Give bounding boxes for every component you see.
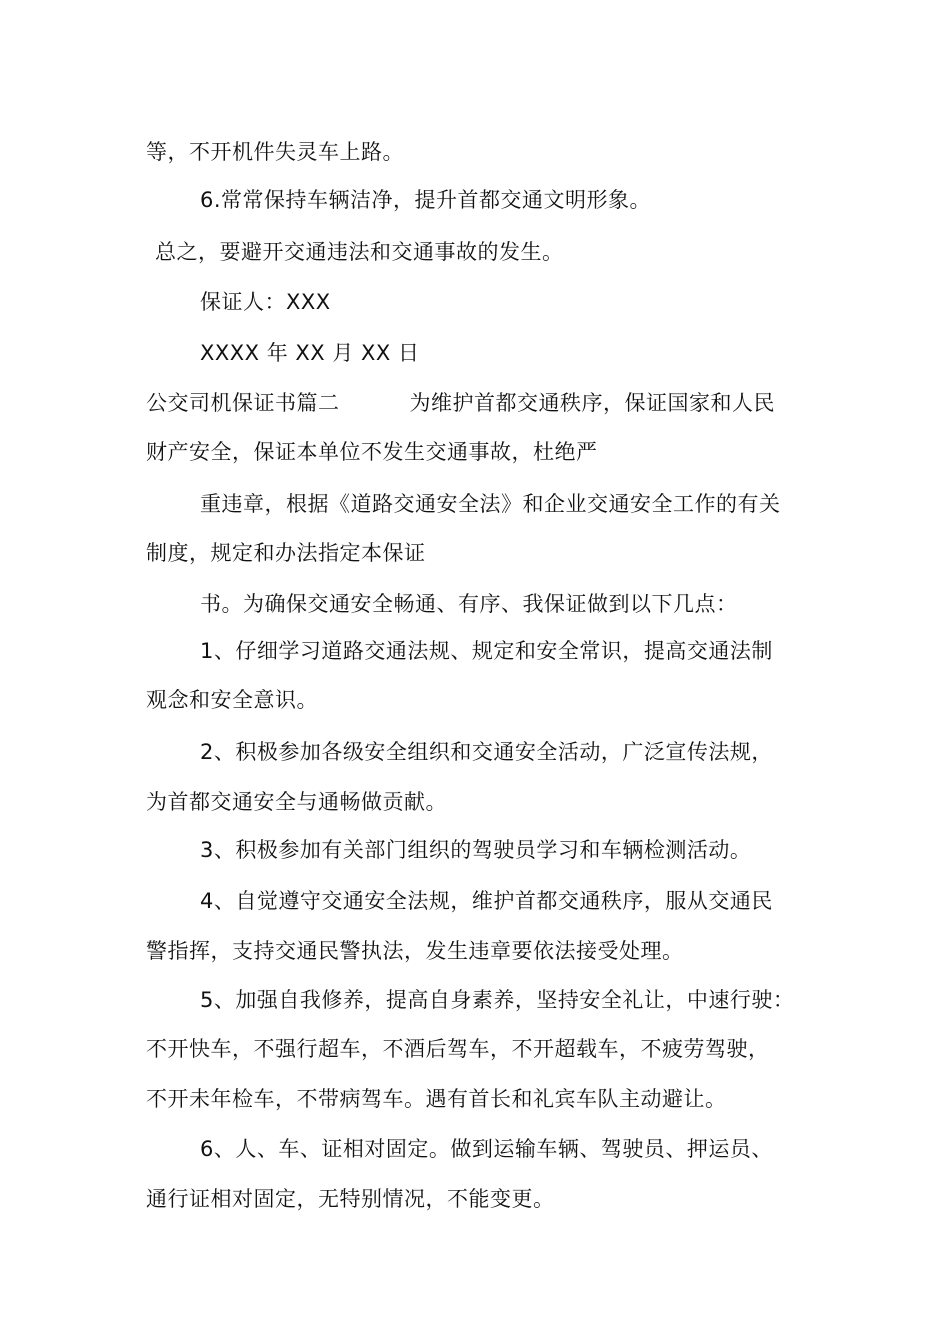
list-item: 1、仔细学习道路交通法规、规定和安全常识，提高交通法制 <box>200 639 773 663</box>
list-item: 3、积极参加有关部门组织的驾驶员学习和车辆检测活动。 <box>200 838 752 862</box>
text-line: 等，不开机件失灵车上路。 <box>146 140 404 164</box>
text-line: 不开快车，不强行超车，不酒后驾车，不开超载车，不疲劳驾驶， <box>146 1037 770 1061</box>
list-item: 4、自觉遵守交通安全法规，维护首都交通秩序，服从交通民 <box>200 889 773 913</box>
list-item: 5、加强自我修养，提高自身素养，坚持安全礼让，中速行驶： <box>200 988 795 1012</box>
section-heading-line <box>146 389 775 417</box>
text-line: 6.常常保持车辆洁净，提升首都交通文明形象。 <box>200 188 652 212</box>
list-item: 6、人、车、证相对固定。做到运输车辆、驾驶员、押运员、 <box>200 1137 773 1161</box>
text-line: 为首都交通安全与通畅做贡献。 <box>146 790 447 814</box>
text-line: 重违章，根据《道路交通安全法》和企业交通安全工作的有关 <box>200 492 781 516</box>
text-line: 不开未年检车，不带病驾车。遇有首长和礼宾车队主动避让。 <box>146 1087 727 1111</box>
date-line: XXXX 年 XX 月 XX 日 <box>200 341 420 365</box>
list-item: 2、积极参加各级安全组织和交通安全活动，广泛宣传法规， <box>200 740 773 764</box>
text-line: 通行证相对固定，无特别情况，不能变更。 <box>146 1187 555 1211</box>
text-line: 财产安全，保证本单位不发生交通事故，杜绝严 <box>146 440 598 464</box>
text-line: 为维护首都交通秩序，保证国家和人民 <box>409 391 775 415</box>
section-heading: 公交司机保证书篇二 <box>146 391 340 415</box>
text-line: 警指挥，支持交通民警执法，发生违章要依法接受处理。 <box>146 939 684 963</box>
text-line: 书。为确保交通安全畅通、有序、我保证做到以下几点： <box>200 592 738 616</box>
text-line: 制度，规定和办法指定本保证 <box>146 541 426 565</box>
text-line: 观念和安全意识。 <box>146 688 318 712</box>
text-line: 总之，要避开交通违法和交通事故的发生。 <box>155 240 564 264</box>
signatory-line: 保证人：XXX <box>200 290 331 314</box>
